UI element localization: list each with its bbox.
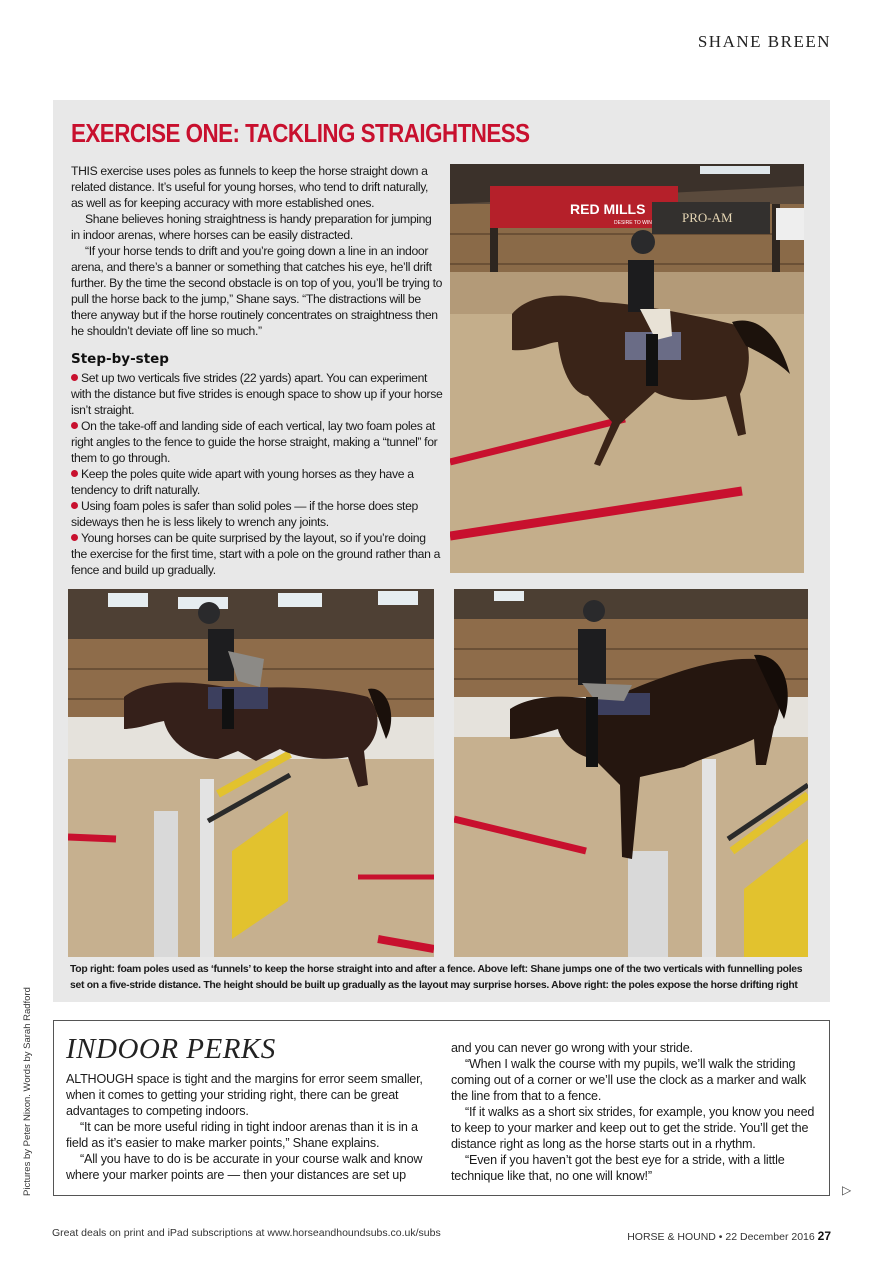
perks-paragraph: “When I walk the course with my pupils, we’ll walk the striding coming out of a corner or we’ll use the clock as a marker and walk the line from that to a fence.	[451, 1057, 806, 1103]
photo-top-right	[450, 164, 804, 573]
bullet-icon	[71, 470, 78, 477]
photo-above-right	[454, 589, 808, 957]
bullet-icon	[71, 374, 78, 381]
step-item	[71, 418, 443, 466]
step-text: On the take-off and landing side of each vertical, lay two foam poles at right angles to the fence to guide the horse straight, making a “tunnel” for them to go through.	[71, 419, 438, 465]
footer-folio: HORSE & HOUND • 22 December 2016 27	[627, 1229, 831, 1243]
issue-date: 22 December 2016	[725, 1231, 815, 1243]
exercise-title: EXERCISE ONE: TACKLING STRAIGHTNESS	[71, 118, 530, 148]
banner-text: RED MILLS	[570, 201, 646, 217]
steps-heading: Step-by-step	[71, 351, 169, 367]
steps-list	[71, 370, 443, 578]
body-paragraph: THIS exercise uses poles as funnels to keep the horse straight down a related distance. It’s useful for young horses, who tend to drift naturally, as well as for keeping accuracy with more established ones.	[71, 164, 429, 210]
indoor-perks-title: INDOOR PERKS	[66, 1033, 276, 1065]
bullet-icon	[71, 502, 78, 509]
step-text: Young horses can be quite surprised by the layout, so if you’re doing the exercise for the first time, start with a pole on the ground rather than a fence and build up gradually.	[71, 531, 441, 577]
perks-paragraph: “If it walks as a short six strides, for example, you know you need to keep to your marker and keep out to get the stride. You’ll get the distance right as long as the horse starts out in a rhythm.	[451, 1105, 815, 1151]
photo-credit: Pictures by Peter Nixon. Words by Sarah Radford	[22, 987, 33, 1196]
step-text: Keep the poles quite wide apart with young horses as they have a tendency to drift naturally.	[71, 467, 414, 497]
footer-subscriptions: Great deals on print and iPad subscriptions at www.horseandhoundsubs.co.uk/subs	[52, 1227, 441, 1239]
perks-paragraph: “Even if you haven’t got the best eye for a stride, with a little technique like that, no one will know!”	[451, 1153, 785, 1183]
perks-paragraph: “It can be more useful riding in tight indoor arenas than it is in a field as it’s easier to make marker points,” Shane explains.	[66, 1120, 418, 1150]
photo-above-left	[68, 589, 434, 957]
step-text: Set up two verticals five strides (22 yards) apart. You can experiment with the distance but five strides is enough space to show up if your horse isn’t straight.	[71, 371, 443, 417]
exercise-body	[71, 163, 443, 339]
banner-small-text: DESIRE TO WIN	[614, 220, 652, 226]
step-text: Using foam poles is safer than solid poles — if the horse does step sideways then he is less likely to wrench any joints.	[71, 499, 418, 529]
perks-paragraph: and you can never go wrong with your stride.	[451, 1041, 693, 1055]
running-head: SHANE BREEN	[697, 32, 831, 51]
step-item	[71, 530, 443, 578]
magazine-name: HORSE & HOUND	[627, 1231, 716, 1243]
step-item	[71, 498, 443, 530]
body-paragraph: Shane believes honing straightness is handy preparation for jumping in indoor arenas, where horses can be easily distracted.	[71, 212, 432, 242]
bullet-icon	[71, 534, 78, 541]
body-paragraph: “If your horse tends to drift and you’re going down a line in an indoor arena, and there’s a banner or something that catches his eye, he’ll drift further. By the time the second obstacle is on top of you, you’ll be trying to pull the horse back to the jump,” Shane says. “The distractions will be there anyway but if the horse routinely concentrates on straightness then he shouldn’t deviate off line so much.”	[71, 244, 443, 338]
perks-paragraph: “All you have to do is be accurate in your course walk and know where your marker points are — then your distances are set up	[66, 1152, 423, 1182]
pro-am-text: PRO-AM	[682, 210, 733, 225]
photo-caption: Top right: foam poles used as ‘funnels’ to keep the horse straight into and after a fence. Above left: Shane jumps one of the two verticals with funnelling poles set on a five-stride distance. The height should be built up gradually as the layout may surprise horses. Above right: the poles expose the horse drifting right	[70, 964, 803, 991]
perks-paragraph: ALTHOUGH space is tight and the margins for error seem smaller, when it comes to getting your striding right, there can be great advantages to competing indoors.	[66, 1072, 423, 1118]
continue-arrow-icon: ▷	[842, 1183, 852, 1197]
indoor-perks-left-column	[66, 1071, 438, 1183]
page-number: 27	[817, 1229, 831, 1243]
indoor-perks-right-column	[451, 1040, 819, 1184]
step-item	[71, 370, 443, 418]
bullet-icon	[71, 422, 78, 429]
step-item	[71, 466, 443, 498]
